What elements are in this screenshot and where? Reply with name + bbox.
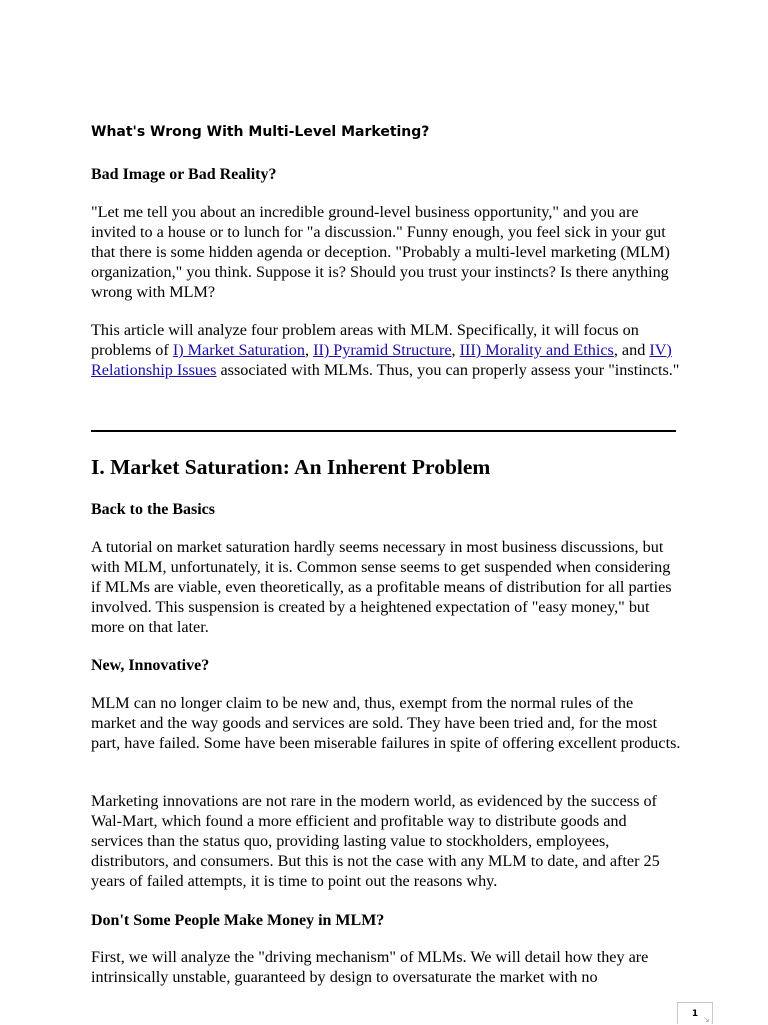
overview-separator-3: , and: [613, 340, 650, 359]
section-1-title: I. Market Saturation: An Inherent Problem: [91, 455, 491, 479]
overview-text-start: This article will analyze four problem areas with MLM. Specifically, it will focus on problems of: [91, 321, 639, 359]
intro-paragraph: "Let me tell you about an incredible ground-level business opportunity," and you are invited to a house or to lunch for "a discussion." Funny enough, you feel sick in your gut that there is some hidden agenda or deception. "Probably a multi-level marketing (MLM) organization," you think. Suppose it is? Should you trust your instincts? Is there anything wrong with MLM?: [91, 203, 670, 301]
new-innovative-paragraph-2: Marketing innovations are not rare in the modern world, as evidenced by the success of Wal-Mart, which found a more efficient and profitable way to distribute goods and services than the status quo, providing lasting value to stockholders, employees, distributors, and consumers. But this is not the case with any MLM to date, and after 25 years of failed attempts, it is time to point out the reasons why.: [91, 792, 660, 890]
page-curl-icon: ↘: [703, 1015, 710, 1024]
link-morality-and-ethics[interactable]: III) Morality and Ethics: [459, 340, 614, 359]
page-number-badge: 1: [677, 1002, 713, 1024]
back-to-basics-paragraph: A tutorial on market saturation hardly seems necessary in most business discussions, but with MLM, unfortunately, it is. Common sense seems to get suspended when considering if MLMs are viable, even theoretically, as a profitable means of distribution for all parties involved. This suspension is created by a heightened expectation of "easy money," but more on that later.: [91, 538, 672, 636]
link-relationship-issues[interactable]: IV) Relationship Issues: [91, 340, 672, 379]
overview-text-end: associated with MLMs. Thus, you can properly assess your "instincts.": [216, 360, 680, 379]
back-to-basics-heading: Back to the Basics: [91, 501, 215, 518]
horizontal-divider: [91, 430, 676, 432]
new-innovative-paragraph-1: MLM can no longer claim to be new and, thus, exempt from the normal rules of the market and the way goods and services are sold. They have been tried and, for the most part, have failed. Some have been miserable failures in spite of offering excellent products.: [91, 694, 681, 752]
link-pyramid-structure[interactable]: II) Pyramid Structure: [313, 340, 452, 359]
make-money-heading: Don't Some People Make Money in MLM?: [91, 912, 385, 929]
overview-paragraph: [91, 321, 681, 381]
subtitle-heading: Bad Image or Bad Reality?: [91, 166, 277, 183]
new-innovative-heading: New, Innovative?: [91, 657, 210, 674]
make-money-paragraph: First, we will analyze the "driving mechanism" of MLMs. We will detail how they are intrinsically unstable, guaranteed by design to oversaturate the market with no: [91, 948, 649, 986]
document-title: What's Wrong With Multi-Level Marketing?: [91, 124, 430, 140]
overview-separator-1: ,: [304, 340, 314, 359]
overview-separator-2: ,: [451, 340, 460, 359]
link-market-saturation[interactable]: I) Market Saturation: [172, 340, 305, 359]
